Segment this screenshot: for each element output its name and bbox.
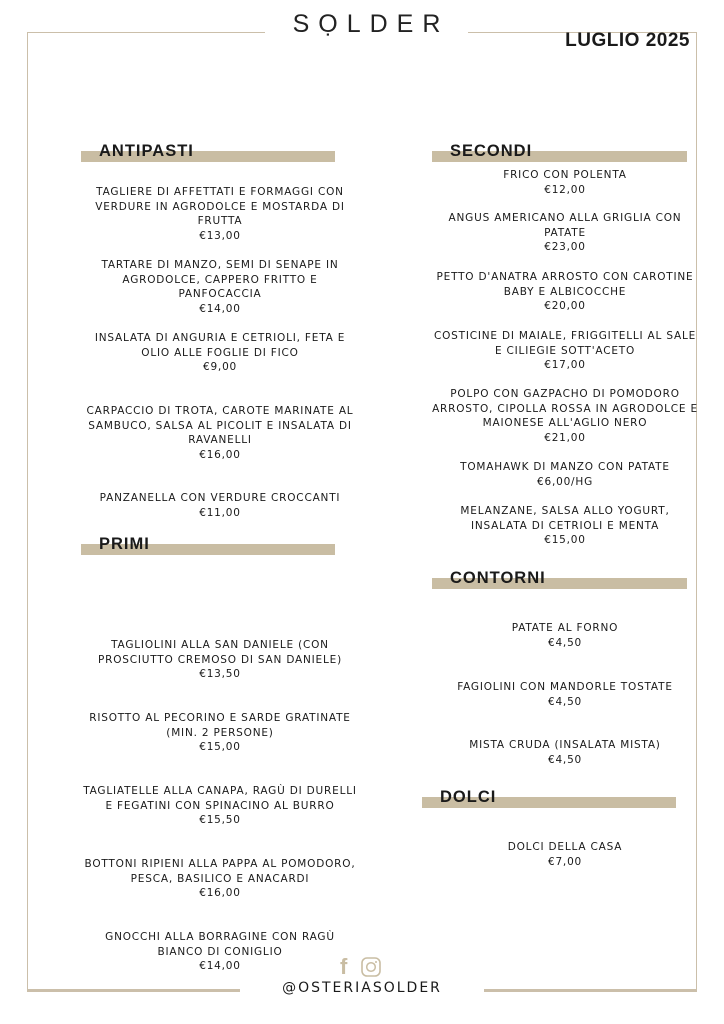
item-price: €13,00: [199, 229, 241, 242]
item-price: €4,50: [547, 695, 583, 708]
item-price: €4,50: [547, 753, 583, 766]
menu-item: [45, 857, 395, 901]
item-price: €23,00: [544, 241, 586, 254]
item-price: €16,00: [199, 887, 241, 900]
item-name: MISTA CRUDA (INSALATA MISTA): [469, 739, 661, 751]
item-name: TOMAHAWK DI MANZO CON PATATE: [460, 461, 670, 473]
item-name: MELANZANE, SALSA ALLO YOGURT, INSALATA DI CETRIOLI E MENTA: [460, 505, 670, 532]
item-price: €7,00: [547, 855, 583, 868]
instagram-handle[interactable]: @OSTERIASOLDER: [240, 980, 484, 996]
item-name: GNOCCHI ALLA BORRAGINE CON RAGÙ BIANCO DI CONIGLIO: [105, 931, 335, 958]
menu-item: [410, 387, 720, 445]
item-price: €13,50: [199, 668, 241, 681]
item-price: €4,50: [547, 636, 583, 649]
menu-item: [45, 258, 395, 316]
instagram-icon[interactable]: [361, 957, 381, 977]
item-price: €16,00: [199, 448, 241, 461]
item-name: ANGUS AMERICANO ALLA GRIGLIA CON PATATE: [448, 212, 682, 239]
menu-item: [45, 404, 395, 462]
menu-item: [410, 168, 720, 197]
item-name: COSTICINE DI MAIALE, FRIGGITELLI AL SALE E CILIEGIE SOTT'ACETO: [433, 330, 697, 357]
item-price: €11,00: [199, 506, 241, 519]
menu-item: [45, 784, 395, 828]
item-price: €15,00: [199, 741, 241, 754]
menu-item: [410, 270, 720, 314]
menu-item: [410, 680, 720, 709]
item-name: PANZANELLA CON VERDURE CROCCANTI: [99, 492, 341, 504]
item-price: €6,00/HG: [536, 475, 594, 488]
logo: SỌLDER: [265, 10, 468, 39]
item-name: POLPO CON GAZPACHO DI POMODORO ARROSTO, CIPOLLA ROSSA IN AGRODOLCE E MAIONESE ALL'AGLIO NERO: [432, 388, 698, 430]
item-name: FAGIOLINI CON MANDORLE TOSTATE: [457, 681, 673, 693]
menu-item: [410, 329, 720, 373]
section-title: SECONDI: [450, 142, 533, 160]
item-price: €20,00: [544, 300, 586, 313]
menu-item: [45, 638, 395, 682]
item-name: BOTTONI RIPIENI ALLA PAPPA AL POMODORO, PESCA, BASILICO E ANACARDI: [84, 858, 356, 885]
menu-item: [410, 211, 720, 255]
section-title: CONTORNI: [450, 569, 546, 587]
item-name: FRICO CON POLENTA: [503, 169, 627, 181]
menu-item: [410, 460, 720, 489]
item-name: CARPACCIO DI TROTA, CAROTE MARINATE AL SAMBUCO, SALSA AL PICOLIT E INSALATA DI RAVANELLI: [86, 405, 354, 447]
menu-item: [410, 840, 720, 869]
menu-item: [45, 711, 395, 755]
menu-item: [45, 185, 395, 243]
item-name: TARTARE DI MANZO, SEMI DI SENAPE IN AGRODOLCE, CAPPERO FRITTO E PANFOCACCIA: [101, 259, 339, 301]
section-title: PRIMI: [99, 535, 150, 553]
menu-item: [45, 491, 395, 520]
menu-item: [410, 621, 720, 650]
section-title: ANTIPASTI: [99, 142, 194, 160]
facebook-icon[interactable]: f: [340, 954, 348, 979]
item-name: DOLCI DELLA CASA: [507, 841, 623, 853]
item-price: €14,00: [199, 302, 241, 315]
section-title: DOLCI: [440, 788, 497, 806]
item-name: PATATE AL FORNO: [511, 622, 619, 634]
item-price: €14,00: [199, 960, 241, 973]
social-links: [340, 954, 381, 980]
menu-item: [410, 504, 720, 548]
menu-item: [45, 331, 395, 375]
item-name: TAGLIERE DI AFFETTATI E FORMAGGI CON VERDURE IN AGRODOLCE E MOSTARDA DI FRUTTA: [95, 186, 345, 228]
item-name: PETTO D'ANATRA ARROSTO CON CAROTINE BABY E ALBICOCCHE: [436, 271, 694, 298]
item-name: TAGLIATELLE ALLA CANAPA, RAGÙ DI DURELLI E FEGATINI CON SPINACINO AL BURRO: [83, 785, 357, 812]
item-price: €21,00: [544, 431, 586, 444]
menu-item: [410, 738, 720, 767]
menu-month: LUGLIO 2025: [565, 30, 690, 51]
item-price: €15,50: [199, 814, 241, 827]
item-name: INSALATA DI ANGURIA E CETRIOLI, FETA E OLIO ALLE FOGLIE DI FICO: [94, 332, 346, 359]
item-price: €17,00: [544, 359, 586, 372]
item-price: €12,00: [544, 183, 586, 196]
item-name: TAGLIOLINI ALLA SAN DANIELE (CON PROSCIUTTO CREMOSO DI SAN DANIELE): [98, 639, 342, 666]
item-price: €15,00: [544, 534, 586, 547]
item-name: RISOTTO AL PECORINO E SARDE GRATINATE (MIN. 2 PERSONE): [89, 712, 351, 739]
item-price: €9,00: [202, 361, 238, 374]
